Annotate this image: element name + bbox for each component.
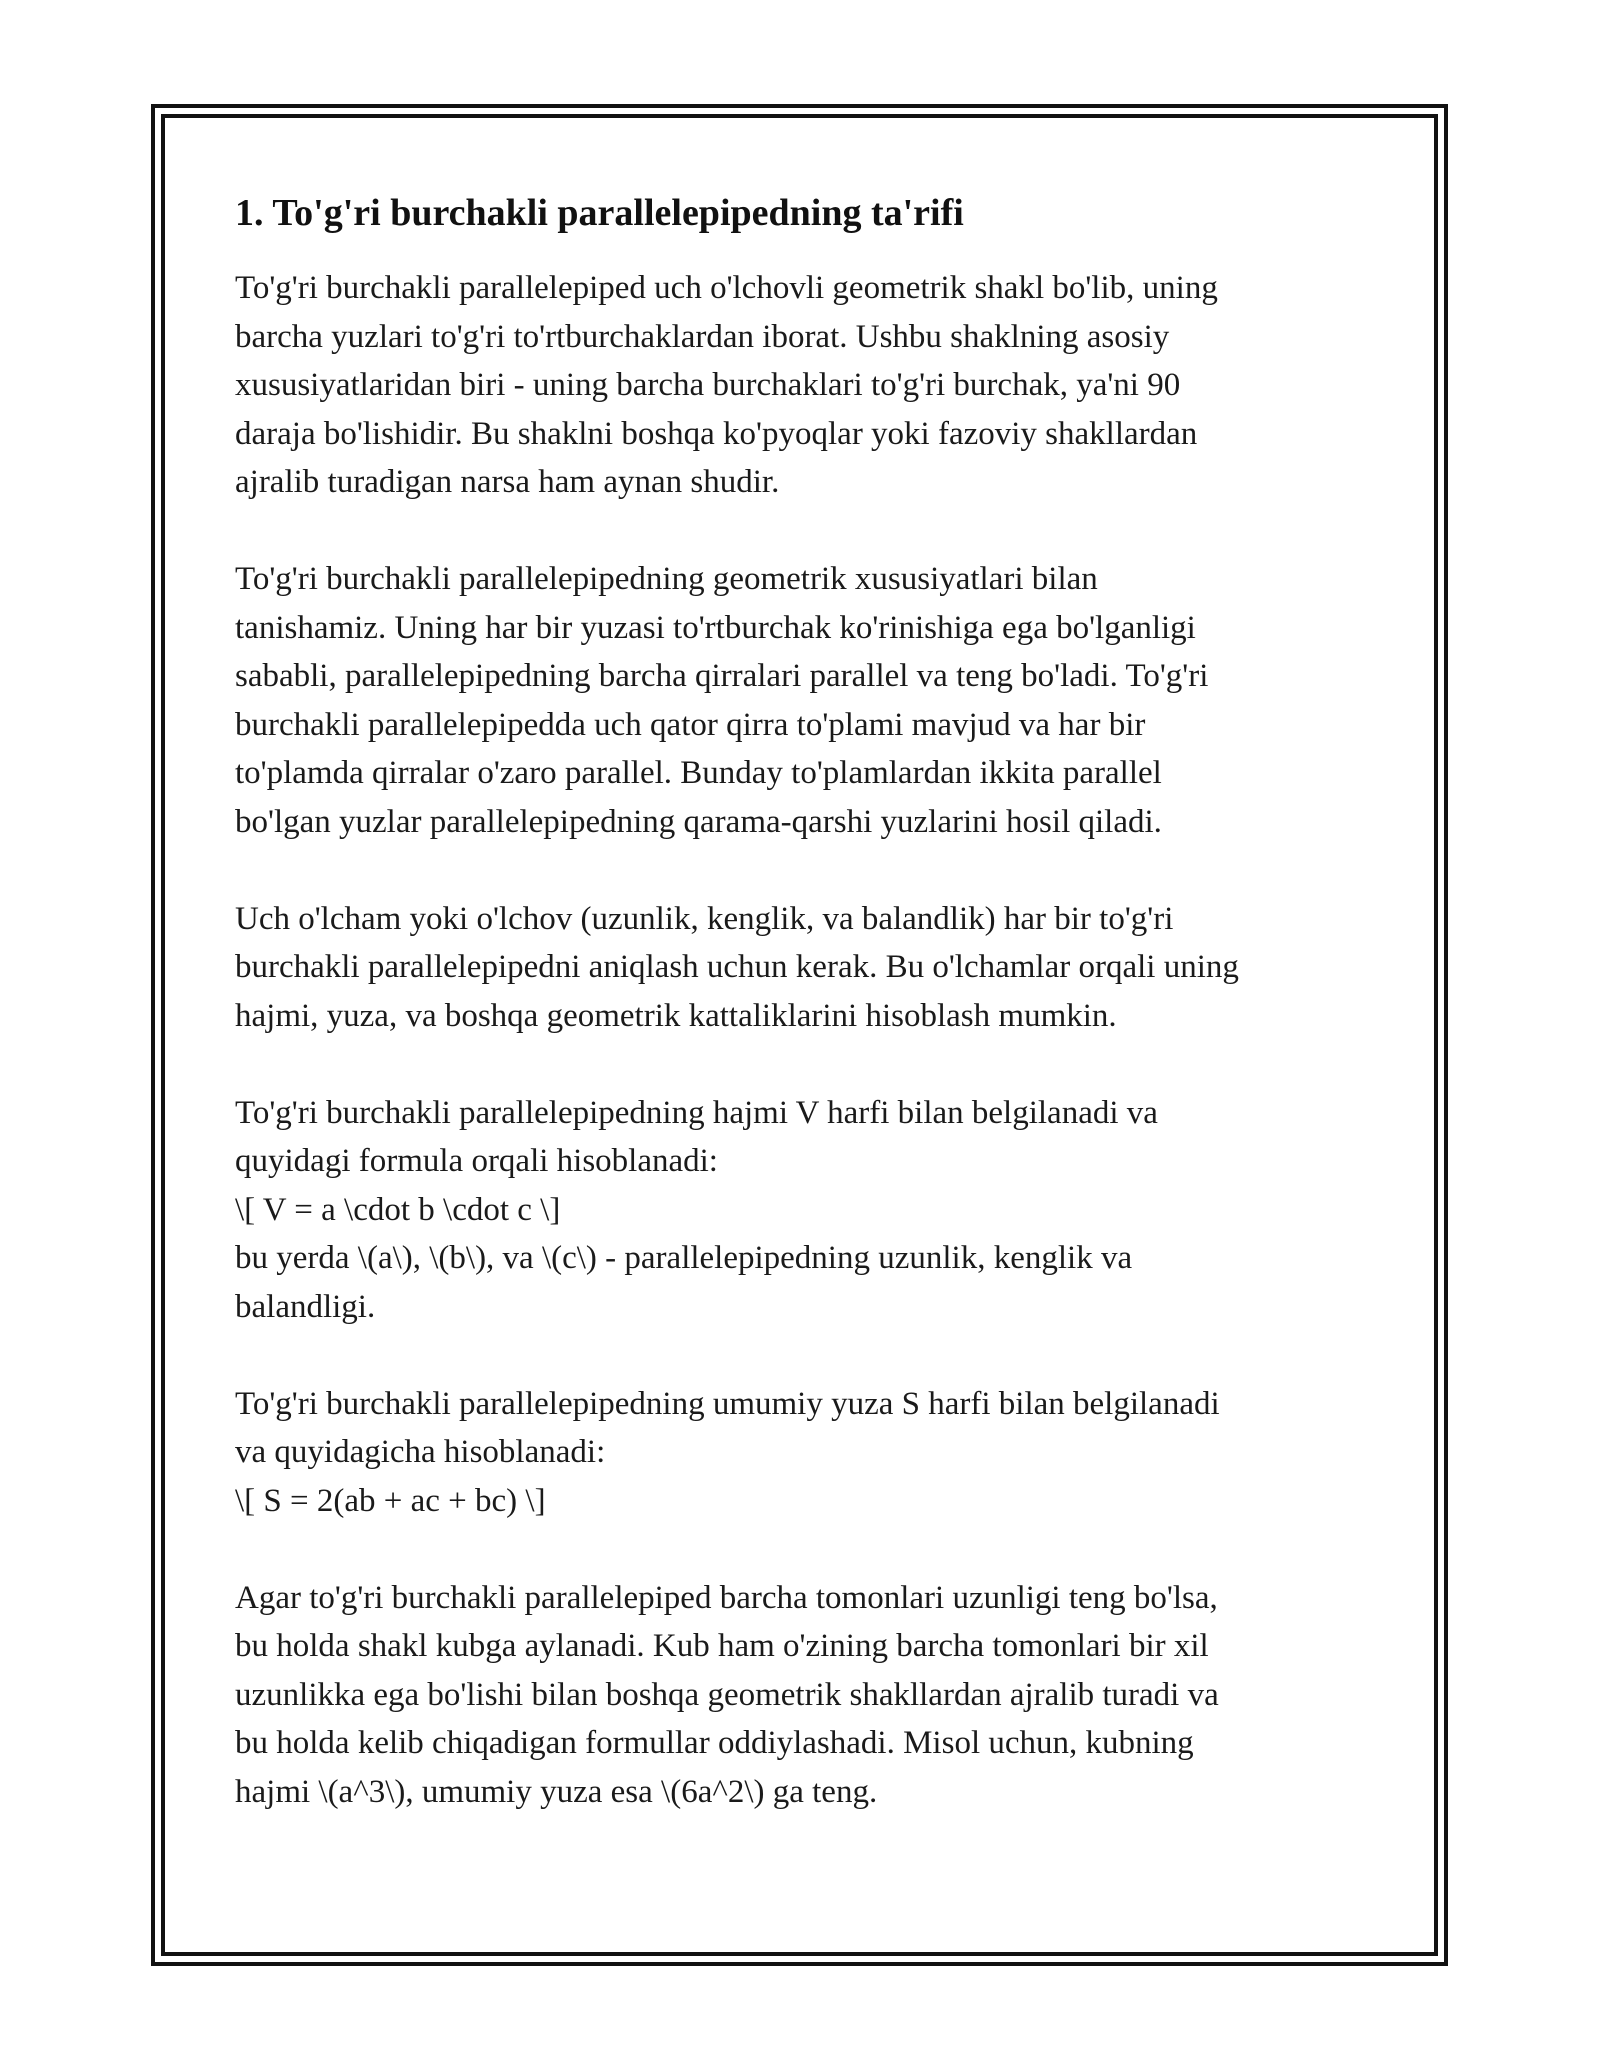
text-line: \[ S = 2(ab + ac + bc) \] xyxy=(235,1482,546,1519)
text-line: bo'lgan yuzlar parallelepipedning qarama-qarshi yuzlarini hosil qiladi. xyxy=(235,803,1162,840)
text-line: ajralib turadigan narsa ham aynan shudir. xyxy=(235,464,780,500)
text-line: hajmi \(a^3\), umumiy yuza esa \(6a^2\) ga teng. xyxy=(235,1773,878,1810)
paragraph-list xyxy=(235,264,1365,1816)
text-line: barcha yuzlari to'g'ri to'rtburchaklardan iborat. Ushbu shaklning asosiy xyxy=(235,318,1170,355)
paragraph xyxy=(235,1574,1365,1817)
text-line: To'g'ri burchakli parallelepipedning hajmi V harfi bilan belgilanadi va xyxy=(235,1094,1158,1131)
text-line: balandligi. xyxy=(235,1288,376,1325)
text-line: to'plamda qirralar o'zaro parallel. Bunday to'plamlardan ikkita parallel xyxy=(235,755,1162,791)
paragraph xyxy=(235,555,1365,846)
text-line: uzunlikka ega bo'lishi bilan boshqa geometrik shakllardan ajralib turadi va xyxy=(235,1676,1219,1713)
paragraph xyxy=(235,895,1365,1041)
text-line: bu holda shakl kubga aylanadi. Kub ham o'zining barcha tomonlari bir xil xyxy=(235,1628,1209,1664)
text-line: To'g'ri burchakli parallelepipedning geometrik xususiyatlari bilan xyxy=(235,561,1098,597)
text-line: burchakli parallelepipedni aniqlash uchun kerak. Bu o'lchamlar orqali uning xyxy=(235,949,1239,985)
text-line: quyidagi formula orqali hisoblanadi: xyxy=(235,1143,718,1179)
paragraph xyxy=(235,264,1365,507)
text-line: To'g'ri burchakli parallelepipedning umumiy yuza S harfi bilan belgilanadi xyxy=(235,1385,1220,1422)
text-line: To'g'ri burchakli parallelepiped uch o'lchovli geometrik shakl bo'lib, uning xyxy=(235,270,1218,306)
section-heading: 1. To'g'ri burchakli parallelepipedning ta'rifi xyxy=(235,192,964,234)
text-line: bu yerda \(a\), \(b\), va \(c\) - parallelepipedning uzunlik, kenglik va xyxy=(235,1240,1133,1276)
text-line: bu holda kelib chiqadigan formullar oddiylashadi. Misol uchun, kubning xyxy=(235,1725,1194,1761)
text-line: sababli, parallelepipedning barcha qirralari parallel va teng bo'ladi. To'g'ri xyxy=(235,658,1209,694)
text-line: tanishamiz. Uning har bir yuzasi to'rtburchak ko'rinishiga ega bo'lganligi xyxy=(235,609,1196,646)
paragraph xyxy=(235,1089,1365,1332)
text-line: Agar to'g'ri burchakli parallelepiped barcha tomonlari uzunligi teng bo'lsa, xyxy=(235,1579,1218,1616)
text-line: xususiyatlaridan biri - uning barcha burchaklari to'g'ri burchak, ya'ni 90 xyxy=(235,367,1181,403)
text-line: \[ V = a \cdot b \cdot c \] xyxy=(235,1191,561,1228)
paragraph xyxy=(235,1380,1365,1526)
text-line: hajmi, yuza, va boshqa geometrik kattaliklarini hisoblash mumkin. xyxy=(235,997,1117,1034)
text-line: daraja bo'lishidir. Bu shaklni boshqa ko'pyoqlar yoki fazoviy shakllardan xyxy=(235,415,1198,452)
text-line: va quyidagicha hisoblanadi: xyxy=(235,1434,606,1470)
text-line: burchakli parallelepipedda uch qator qirra to'plami mavjud va har bir xyxy=(235,706,1146,743)
document-body xyxy=(235,188,1365,1865)
text-line: Uch o'lcham yoki o'lchov (uzunlik, kenglik, va balandlik) har bir to'g'ri xyxy=(235,900,1174,937)
